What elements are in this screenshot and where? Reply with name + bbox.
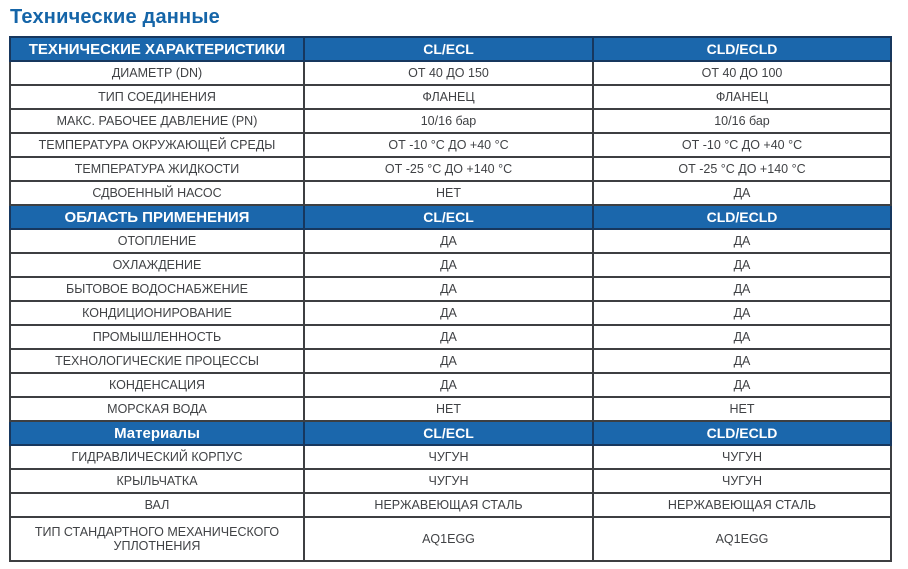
table-row <box>10 61 891 85</box>
table-row <box>10 133 891 157</box>
value-cld-ecld: ДА <box>593 301 891 325</box>
value-cld-ecld: ДА <box>593 229 891 253</box>
value-cl-ecl: ОТ -25 °C ДО +140 °C <box>304 157 593 181</box>
value-cld-ecld: AQ1EGG <box>593 517 891 561</box>
value-cld-ecld: ДА <box>593 277 891 301</box>
table-row <box>10 373 891 397</box>
value-cl-ecl: НЕТ <box>304 397 593 421</box>
section-title-specs: ТЕХНИЧЕСКИЕ ХАРАКТЕРИСТИКИ <box>10 37 304 61</box>
table-row <box>10 109 891 133</box>
table-row <box>10 469 891 493</box>
row-label: ТИП СТАНДАРТНОГО МЕХАНИЧЕСКОГО УПЛОТНЕНИЯ <box>10 517 304 561</box>
value-cl-ecl: ДА <box>304 373 593 397</box>
value-cld-ecld: ОТ 40 ДО 100 <box>593 61 891 85</box>
value-cld-ecld: НЕРЖАВЕЮЩАЯ СТАЛЬ <box>593 493 891 517</box>
table-row <box>10 85 891 109</box>
row-label: ОХЛАЖДЕНИЕ <box>10 253 304 277</box>
value-cl-ecl: ДА <box>304 301 593 325</box>
value-cl-ecl: ДА <box>304 229 593 253</box>
value-cl-ecl: ОТ 40 ДО 150 <box>304 61 593 85</box>
value-cld-ecld: ЧУГУН <box>593 469 891 493</box>
value-cl-ecl: ФЛАНЕЦ <box>304 85 593 109</box>
row-label: ТЕМПЕРАТУРА ЖИДКОСТИ <box>10 157 304 181</box>
table-row <box>10 181 891 205</box>
value-cld-ecld: ФЛАНЕЦ <box>593 85 891 109</box>
section-header-row <box>10 37 891 61</box>
row-label: СДВОЕННЫЙ НАСОС <box>10 181 304 205</box>
column-header-cl-ecl: CL/ECL <box>304 205 593 229</box>
row-label: ГИДРАВЛИЧЕСКИЙ КОРПУС <box>10 445 304 469</box>
table-row <box>10 277 891 301</box>
table-row <box>10 301 891 325</box>
technical-specs-table <box>9 36 892 562</box>
row-label: ДИАМЕТР (DN) <box>10 61 304 85</box>
column-header-cl-ecl: CL/ECL <box>304 37 593 61</box>
value-cld-ecld: ДА <box>593 253 891 277</box>
table-row <box>10 253 891 277</box>
table-row <box>10 517 891 561</box>
table-row <box>10 493 891 517</box>
value-cl-ecl: ЧУГУН <box>304 469 593 493</box>
value-cl-ecl: НЕТ <box>304 181 593 205</box>
column-header-cld-ecld: CLD/ECLD <box>593 205 891 229</box>
value-cld-ecld: 10/16 бар <box>593 109 891 133</box>
value-cl-ecl: 10/16 бар <box>304 109 593 133</box>
table-row <box>10 157 891 181</box>
value-cl-ecl: ДА <box>304 325 593 349</box>
section-header-row <box>10 421 891 445</box>
value-cld-ecld: ДА <box>593 181 891 205</box>
page-title: Технические данные <box>10 6 220 28</box>
row-label: МАКС. РАБОЧЕЕ ДАВЛЕНИЕ (PN) <box>10 109 304 133</box>
column-header-cld-ecld: CLD/ECLD <box>593 37 891 61</box>
row-label: БЫТОВОЕ ВОДОСНАБЖЕНИЕ <box>10 277 304 301</box>
column-header-cl-ecl: CL/ECL <box>304 421 593 445</box>
value-cld-ecld: НЕТ <box>593 397 891 421</box>
column-header-cld-ecld: CLD/ECLD <box>593 421 891 445</box>
table-row <box>10 349 891 373</box>
row-label: ВАЛ <box>10 493 304 517</box>
row-label: КОНДИЦИОНИРОВАНИЕ <box>10 301 304 325</box>
row-label: ТЕМПЕРАТУРА ОКРУЖАЮЩЕЙ СРЕДЫ <box>10 133 304 157</box>
row-label: ТИП СОЕДИНЕНИЯ <box>10 85 304 109</box>
table-row <box>10 229 891 253</box>
value-cl-ecl: НЕРЖАВЕЮЩАЯ СТАЛЬ <box>304 493 593 517</box>
value-cld-ecld: ДА <box>593 373 891 397</box>
value-cld-ecld: ЧУГУН <box>593 445 891 469</box>
row-label: ТЕХНОЛОГИЧЕСКИЕ ПРОЦЕССЫ <box>10 349 304 373</box>
value-cl-ecl: ДА <box>304 349 593 373</box>
value-cl-ecl: ОТ -10 °C ДО +40 °C <box>304 133 593 157</box>
table-row <box>10 397 891 421</box>
value-cl-ecl: ДА <box>304 277 593 301</box>
table-row <box>10 325 891 349</box>
row-label: ПРОМЫШЛЕННОСТЬ <box>10 325 304 349</box>
value-cld-ecld: ДА <box>593 325 891 349</box>
row-label: ОТОПЛЕНИЕ <box>10 229 304 253</box>
value-cl-ecl: AQ1EGG <box>304 517 593 561</box>
row-label: КОНДЕНСАЦИЯ <box>10 373 304 397</box>
section-title-materials: Материалы <box>10 421 304 445</box>
row-label: КРЫЛЬЧАТКА <box>10 469 304 493</box>
value-cld-ecld: ОТ -10 °C ДО +40 °C <box>593 133 891 157</box>
value-cl-ecl: ЧУГУН <box>304 445 593 469</box>
section-header-row <box>10 205 891 229</box>
table-row <box>10 445 891 469</box>
value-cld-ecld: ОТ -25 °C ДО +140 °C <box>593 157 891 181</box>
value-cld-ecld: ДА <box>593 349 891 373</box>
section-title-applications: ОБЛАСТЬ ПРИМЕНЕНИЯ <box>10 205 304 229</box>
row-label: МОРСКАЯ ВОДА <box>10 397 304 421</box>
value-cl-ecl: ДА <box>304 253 593 277</box>
